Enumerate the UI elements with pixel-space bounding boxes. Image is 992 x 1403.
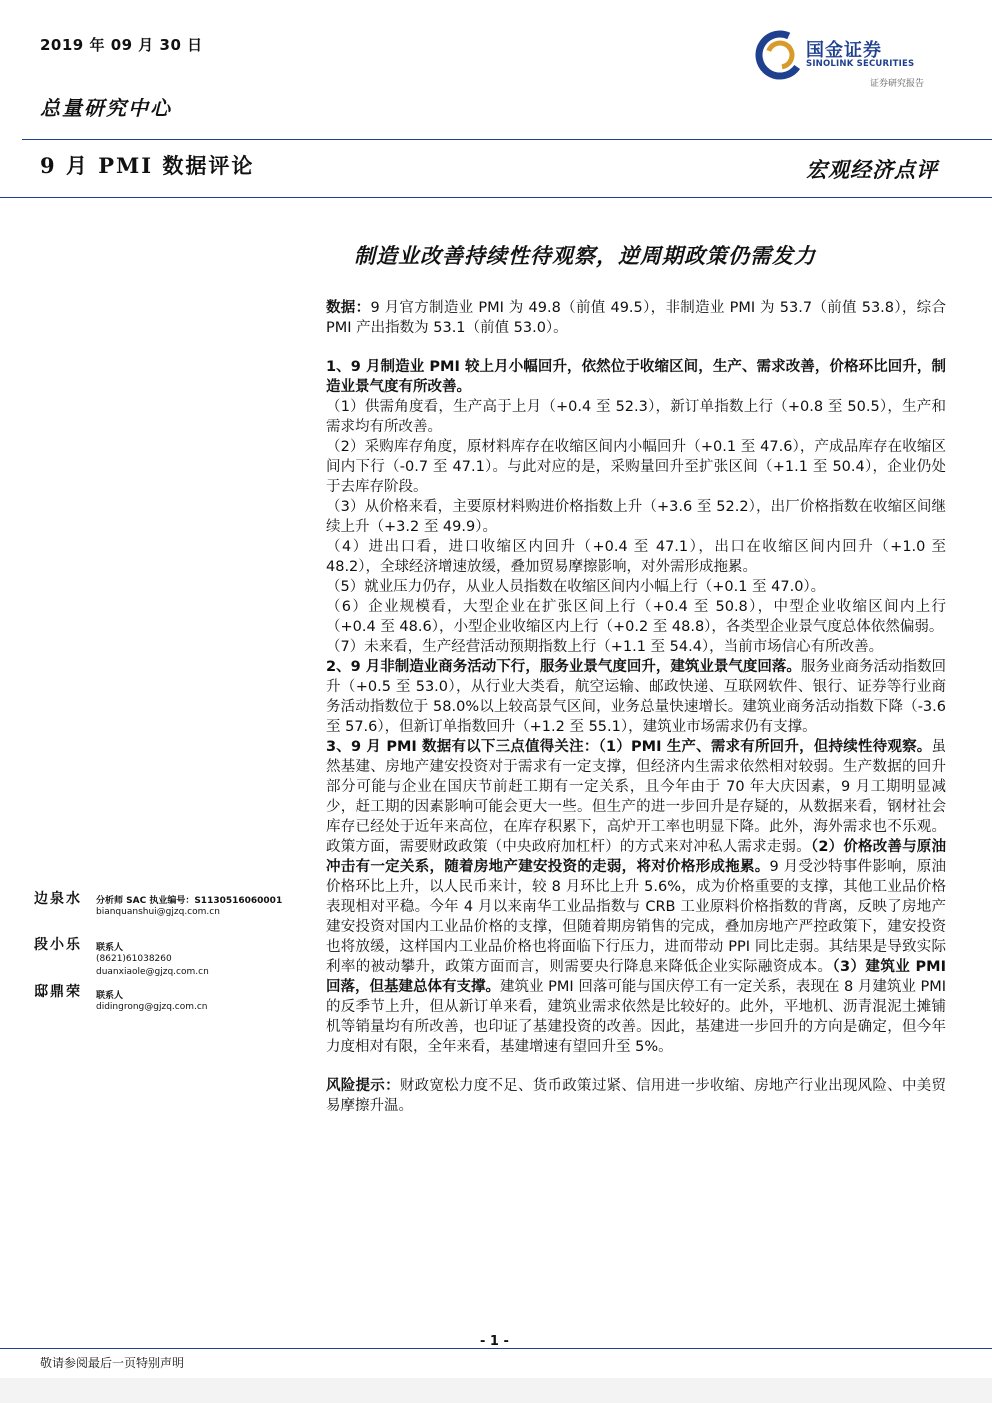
section1-item: （5）就业压力仍存，从业人员指数在收缩区间内小幅上行（+0.1 至 47.0）。 xyxy=(326,579,826,595)
document-title: 9 月 PMI 数据评论 xyxy=(40,153,255,178)
analyst-block xyxy=(34,981,82,1001)
analyst-name: 段小乐 xyxy=(34,937,82,953)
header-bottom-divider xyxy=(0,197,992,198)
section1-item: （4）进出口看，进口收缩区内回升（+0.4 至 47.1），出口在收缩区间内回升（+1.0 至 48.2），全球经济增速放缓，叠加贸易摩擦影响，对外需形成拖累。 xyxy=(326,539,946,575)
sinolink-logo-icon xyxy=(755,30,805,80)
risk-paragraph xyxy=(326,1076,946,1116)
risk-text: 财政宽松力度不足、货币政策过紧、信用进一步收缩、房地产行业出现风险、中美贸易摩擦升温。 xyxy=(326,1078,946,1114)
section1-heading: 1、9 月制造业 PMI 较上月小幅回升，依然位于收缩区间，生产、需求改善，价格环比回升，制造业景气度有所改善。 xyxy=(326,359,946,395)
footer-divider xyxy=(0,1348,992,1349)
section1-item: （3）从价格来看，主要原材料购进价格指数上升（+3.6 至 52.2），出厂价格指数在收缩区间继续上升（+3.2 至 49.9）。 xyxy=(326,499,946,535)
risk-label: 风险提示： xyxy=(326,1078,400,1094)
research-center: 总量研究中心 xyxy=(40,96,172,120)
section3-point3: （3）建筑业 PMI 回落，但基建总体有支撑。 xyxy=(326,959,947,995)
header-divider xyxy=(22,139,992,140)
report-date: 2019 年 09 月 30 日 xyxy=(40,36,203,54)
section1-item: （7）未来看，生产经营活动预期指数上行（+1.1 至 54.4），当前市场信心有所改善。 xyxy=(326,639,884,655)
section1-item: （6）企业规模看，大型企业在扩张区间上行（+0.4 至 50.8），中型企业收缩区间内上行（+0.4 至 48.6），小型企业收缩区内上行（+0.2 至 48.8），各类型企业景气度总体依然偏弱。 xyxy=(326,599,946,635)
section2-paragraph xyxy=(326,657,946,737)
section1-item: （2）采购库存角度，原材料库存在收缩区间内小幅回升（+0.1 至 47.6），产成品库存在收缩区间内下行（-0.7 至 47.1）。与此对应的是，采购量回升至扩张区间（+1.1 至 50.4），企业仍处于去库存阶段。 xyxy=(326,439,946,495)
logo-english-name: SINOLINK SECURITIES xyxy=(806,59,915,69)
section3-paragraph xyxy=(326,737,946,1057)
analyst-block xyxy=(34,934,82,954)
section1-item: （1）供需角度看，生产高于上月（+0.4 至 52.3），新订单指数上行（+0.8 至 50.5），生产和需求均有所改善。 xyxy=(326,399,946,435)
section3-heading: 3、9 月 PMI 数据有以下三点值得关注：（1）PMI 生产、需求有所回升，但持续性待观察。 xyxy=(326,739,932,755)
section3-text: 9 月受沙特事件影响，原油价格环比上升，以人民币来计，较 8 月环比上升 5.6%，成为价格重要的支撑，其他工业品价格表现相对平稳。今年 4 月以来南华工业品指数与 CRB 工业原料价格指数的背离，反映了房地产建安投资对国内工业品价格的支撑，但随着期房销售的完成，叠加房地产严控政策下，建安投资也将放缓，这样国内工业品价格也将面临下行压力，进而带动 PPI 同比走弱。其结果是导致实际利率的被动攀升，政策方面而言，则需要央行降息来降低企业实际融资成本。 xyxy=(326,859,946,975)
section3-point2: （2）价格改善与原油冲击有一定关系，随着房地产建安投资的走弱，将对价格形成拖累。 xyxy=(326,839,946,875)
analyst-name: 邸鼎荣 xyxy=(34,984,82,1000)
analyst-email[interactable]: duanxiaole@gjzq.com.cn xyxy=(96,967,209,977)
disclaimer-note: 敬请参阅最后一页特别声明 xyxy=(40,1356,185,1370)
section2-text: 服务业商务活动指数回升（+0.5 至 53.0），从行业大类看，航空运输、邮政快递、互联网软件、银行、证券等行业商务活动指数位于 58.0%以上较高景气区间，业务总量快速增长。建筑业商务活动指数下降（-3.6 至 57.6），但新订单指数回升（+1.2 至 55.1），建筑业市场需求仍有支撑。 xyxy=(326,659,946,735)
data-label: 数据： xyxy=(326,300,371,316)
section3-text: 虽然基建、房地产建安投资对于需求有一定支撑，但经济内生需求依然相对较弱。生产数据的回升部分可能与企业在国庆节前赶工期有一定关系，且今年由于 70 年大庆因素，9 月工期明显减少，赶工期的因素影响可能会更大一些。但生产的进一步回升是存疑的，从数据来看，钢材社会库存已经处于近年来高位，在库存积累下，高炉开工率也明显下降。此外，海外需求也不乐观。政策方面，需要财政政策（中央政府加杠杆）的方式来对冲私人需求走弱。 xyxy=(326,739,946,855)
data-text: 9 月官方制造业 PMI 为 49.8（前值 49.5），非制造业 PMI 为 53.7（前值 53.8），综合 PMI 产出指数为 53.1（前值 53.0）。 xyxy=(326,300,946,336)
logo-chinese-name: 国金证券 xyxy=(806,40,882,61)
analyst-role: 联系人 xyxy=(96,943,124,953)
report-body xyxy=(326,298,946,1116)
analyst-phone: (8621)61038260 xyxy=(96,954,172,964)
footer-bar xyxy=(0,1378,992,1403)
section3-text: 建筑业 PMI 回落可能与国庆停工有一定关系，表现在 8 月建筑业 PMI 的反季节上升，但从新订单来看，建筑业需求依然是比较好的。此外，平地机、沥青混泥土摊铺机等销量均有所改善，也印证了基建投资的改善。因此，基建进一步回升的方向是确定，但今年力度相对有限，全年来看，基建增速有望回升至 5%。 xyxy=(326,979,946,1055)
data-paragraph xyxy=(326,298,946,338)
logo-tagline: 证券研究报告 xyxy=(870,79,925,89)
section2-heading: 2、9 月非制造业商务活动下行，服务业景气度回升，建筑业景气度回落。 xyxy=(326,659,801,675)
analyst-block xyxy=(34,888,82,908)
analyst-email[interactable]: bianquanshui@gjzq.com.cn xyxy=(96,907,220,917)
report-type: 宏观经济点评 xyxy=(806,157,938,182)
page-number: - 1 - xyxy=(480,1334,509,1349)
analyst-email[interactable]: didingrong@gjzq.com.cn xyxy=(96,1002,208,1012)
analyst-role: 联系人 xyxy=(96,991,124,1001)
report-headline: 制造业改善持续性待观察，逆周期政策仍需发力 xyxy=(354,243,816,268)
analyst-name: 边泉水 xyxy=(34,891,82,907)
analyst-role: 分析师 SAC 执业编号：S1130516060001 xyxy=(96,896,283,906)
